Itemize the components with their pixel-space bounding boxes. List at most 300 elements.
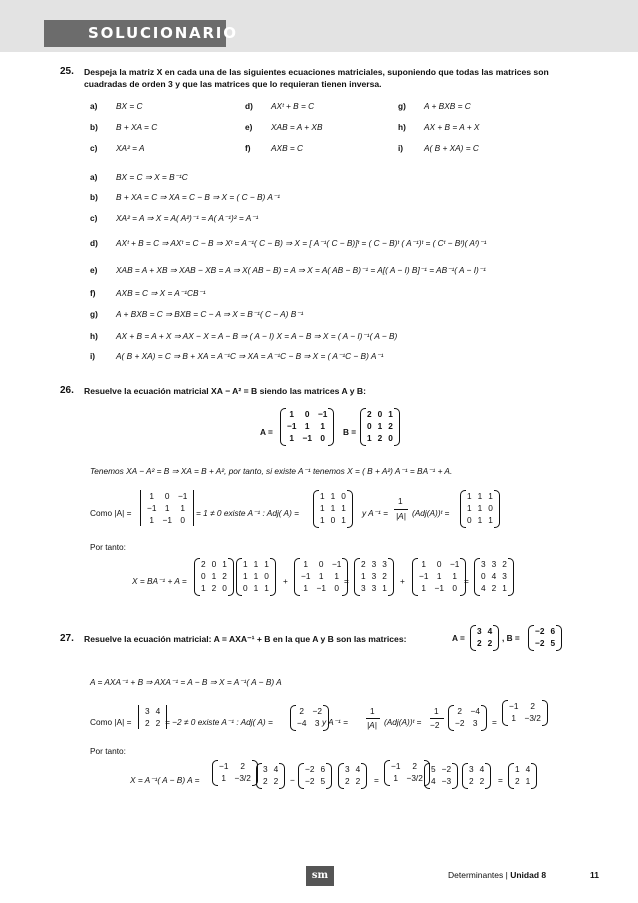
matrix-cell: −1 xyxy=(391,761,401,771)
matrix-cell: 0 xyxy=(467,515,472,525)
matrix-cell: 1 xyxy=(149,491,155,501)
matrix-cell: 1 xyxy=(361,571,366,581)
answer-label: d) xyxy=(90,238,98,248)
det-a-matrix xyxy=(140,490,194,526)
right-bracket xyxy=(193,490,194,526)
matrix-cell: 3 xyxy=(263,764,268,774)
question-text: XAB = A + XB xyxy=(271,122,323,132)
matrix-cell: 0 xyxy=(222,583,227,593)
answer-text: A( B + XA) = C ⇒ B + XA = A⁻¹C ⇒ XA = A⁻¹C − B ⇒ X = ( A⁻¹C − B) A⁻¹ xyxy=(116,351,384,361)
left-bracket xyxy=(360,408,366,446)
matrix-cell: 1 xyxy=(320,421,325,431)
matrix-cell: −1 xyxy=(147,503,157,513)
right-bracket xyxy=(388,558,394,596)
question-label: h) xyxy=(398,122,406,132)
matrix-cell: 0 xyxy=(264,571,269,581)
answer-item xyxy=(90,238,486,248)
matrix-cell: 0 xyxy=(180,515,185,525)
matrix-cell: 2 xyxy=(502,559,507,569)
matrix-cell: 5 xyxy=(320,776,326,786)
ex26-final-lhs: X = BA⁻¹ + A = xyxy=(132,576,187,586)
ex27-final-diff xyxy=(424,763,458,787)
answer-item xyxy=(90,265,486,275)
matrix-cell: 1 xyxy=(477,491,483,501)
left-bracket xyxy=(508,763,514,789)
matrix-a-label: A = xyxy=(260,427,273,437)
ex26-como-prefix: Como |A| = xyxy=(90,508,132,518)
plus-sign: + xyxy=(283,576,288,586)
ex27-b-label: , B = xyxy=(502,633,520,643)
final-result-matrix xyxy=(474,558,514,594)
eq-sign-1: = xyxy=(344,576,349,586)
matrix-cell: 2 xyxy=(240,761,245,771)
left-bracket xyxy=(384,760,390,786)
footer-section-name: Determinantes xyxy=(448,870,504,880)
matrix-cell: 2 xyxy=(388,421,393,431)
matrix-cell: 1 xyxy=(488,515,493,525)
matrix-cell: 1 xyxy=(330,503,336,513)
question-label: d) xyxy=(245,101,253,111)
matrix-cell: 3 xyxy=(314,718,320,728)
question-label: b) xyxy=(90,122,98,132)
matrix-cell: 2 xyxy=(469,776,474,786)
matrix-cell: 0 xyxy=(436,559,442,569)
question-text: AX + B = A + X xyxy=(424,122,480,132)
right-bracket xyxy=(494,490,500,528)
matrix-cell: 2 xyxy=(412,761,417,771)
final-prod-matrix xyxy=(354,558,394,594)
exercise-25-number: 25. xyxy=(60,66,74,77)
matrix-cell: 4 xyxy=(273,764,279,774)
left-bracket xyxy=(462,763,468,789)
left-bracket xyxy=(502,700,508,726)
matrix-cell: 2 xyxy=(145,718,150,728)
matrix-cell: 4 xyxy=(155,706,161,716)
exercise-25-statement: Despeja la matriz X en cada una de las siguientes ecuaciones matriciales, suponiendo que todas las matrices son cuadradas de orden 3 y que las matrices que lo requieran tienen inversa. xyxy=(84,67,549,89)
question-label: e) xyxy=(245,122,253,132)
matrix-cell: 1 xyxy=(264,559,269,569)
matrix-cell: 1 xyxy=(334,571,339,581)
matrix-cell: −1 xyxy=(302,433,312,443)
matrix-b xyxy=(360,408,400,444)
question-item xyxy=(245,101,314,111)
matrix-cell: 1 xyxy=(222,559,227,569)
ex27-como-prefix: Como |A| = xyxy=(90,717,132,727)
footer-section: Determinantes | Unidad 8 xyxy=(448,870,547,880)
matrix-cell: −2 xyxy=(441,764,452,774)
right-bracket xyxy=(493,625,499,651)
ex27-scaled-matrix xyxy=(448,705,487,729)
answer-text: AX + B = A + X ⇒ AX − X = A − B ⇒ ( A − I) X = A − B ⇒ X = ( A − I)⁻¹( A − B) xyxy=(116,331,398,341)
right-bracket xyxy=(328,408,334,446)
right-bracket xyxy=(531,763,537,789)
matrix-cell: −1 xyxy=(331,559,342,569)
question-label: g) xyxy=(398,101,406,111)
right-bracket xyxy=(485,763,491,789)
ex26-como-y: y A⁻¹ = xyxy=(362,508,388,518)
answer-label: e) xyxy=(90,265,98,275)
matrix-cell: −2 xyxy=(305,764,315,774)
ex27-matrix-b xyxy=(528,625,562,649)
matrix-cell: 2 xyxy=(491,583,497,593)
answer-text: BX = C ⇒ X = B⁻¹C xyxy=(116,172,188,182)
matrix-a xyxy=(280,408,334,444)
ex27-half-den: −2 xyxy=(430,720,440,730)
right-bracket xyxy=(347,490,353,528)
ex27-final-inv xyxy=(212,760,258,784)
answer-label: g) xyxy=(90,309,98,319)
final-b-matrix xyxy=(194,558,234,594)
plus-sign-2: + xyxy=(400,576,405,586)
question-item xyxy=(90,143,145,153)
matrix-cell: −2 xyxy=(455,718,465,728)
matrix-cell: 1 xyxy=(320,503,325,513)
question-item xyxy=(245,143,303,153)
ex27-como-mid: = −2 ≠ 0 existe A⁻¹ : Adj( A) = xyxy=(165,717,273,727)
matrix-cell: 2 xyxy=(273,776,279,786)
matrix-cell: 2 xyxy=(377,433,383,443)
answer-label: h) xyxy=(90,331,98,341)
ex27-como-y: y A⁻¹ = xyxy=(322,717,348,727)
answer-item xyxy=(90,351,384,361)
matrix-cell: 3 xyxy=(371,559,377,569)
matrix-cell: 2 xyxy=(345,776,350,786)
matrix-cell: 6 xyxy=(320,764,326,774)
final-a-matrix xyxy=(294,558,348,594)
matrix-cell: 1 xyxy=(164,503,170,513)
left-bracket xyxy=(470,625,476,651)
matrix-cell: −3/2 xyxy=(524,713,541,723)
left-bracket xyxy=(280,408,286,446)
matrix-cell: 1 xyxy=(320,491,325,501)
matrix-cell: 0 xyxy=(304,409,310,419)
matrix-cell: −1 xyxy=(434,583,444,593)
ex27-adj-t: (Adj(A))ᵗ = xyxy=(384,717,422,727)
ex27-portanto: Por tanto: xyxy=(90,746,126,756)
right-bracket xyxy=(542,700,548,726)
matrix-cell: 1 xyxy=(488,491,493,501)
matrix-cell: 1 xyxy=(303,583,309,593)
ex27-matrix-a xyxy=(470,625,499,649)
matrix-cell: 3 xyxy=(371,571,377,581)
matrix-cell: 0 xyxy=(488,503,493,513)
matrix-cell: −1 xyxy=(449,559,460,569)
matrix-cell: −4 xyxy=(297,718,307,728)
question-label: i) xyxy=(398,143,404,153)
matrix-cell: 1 xyxy=(515,764,520,774)
ex27-final-b xyxy=(298,763,332,787)
eq-sign-2: = xyxy=(464,576,469,586)
matrix-cell: 5 xyxy=(431,764,436,774)
question-text: XA² = A xyxy=(116,143,145,153)
answer-label: b) xyxy=(90,192,98,202)
matrix-cell: 3 xyxy=(145,706,150,716)
matrix-cell: 2 xyxy=(477,638,482,648)
ex27-final-lhs: X = A⁻¹( A − B) A = xyxy=(130,775,200,785)
matrix-cell: 1 xyxy=(243,559,248,569)
matrix-cell: 1 xyxy=(304,421,310,431)
question-label: a) xyxy=(90,101,98,111)
ex27-a-label: A = xyxy=(452,633,465,643)
matrix-cell: 3 xyxy=(345,764,350,774)
final-inv-matrix xyxy=(236,558,276,594)
frac-numerator: 1 xyxy=(398,496,403,506)
matrix-cell: 0 xyxy=(318,559,324,569)
adj-transpose: (Adj(A))ᵗ = xyxy=(412,508,450,518)
adj-a-matrix xyxy=(313,490,353,526)
matrix-cell: −1 xyxy=(177,491,188,501)
solucionario-banner xyxy=(44,20,238,47)
matrix-cell: 2 xyxy=(299,706,305,716)
right-bracket xyxy=(452,763,458,789)
exercise-26-number: 26. xyxy=(60,385,74,396)
matrix-cell: −1 xyxy=(316,583,326,593)
question-item xyxy=(398,101,471,111)
left-bracket xyxy=(474,558,480,596)
right-bracket xyxy=(228,558,234,596)
page-number: 11 xyxy=(590,870,599,880)
matrix-cell: 2 xyxy=(530,701,535,711)
matrix-cell: 0 xyxy=(388,433,393,443)
matrix-cell: 4 xyxy=(525,764,531,774)
left-bracket xyxy=(354,558,360,596)
matrix-cell: −2 xyxy=(535,626,545,636)
matrix-cell: 0 xyxy=(164,491,170,501)
left-bracket xyxy=(256,763,262,789)
matrix-cell: 2 xyxy=(155,718,161,728)
exercise-27-number: 27. xyxy=(60,633,74,644)
ex27-eq-3: = xyxy=(498,775,503,785)
answer-item xyxy=(90,288,206,298)
matrix-cell: 0 xyxy=(452,583,457,593)
matrix-cell: −4 xyxy=(470,706,480,716)
matrix-cell: 2 xyxy=(361,559,366,569)
matrix-cell: 1 xyxy=(180,503,185,513)
matrix-cell: 1 xyxy=(341,503,346,513)
ex27-frac-bar xyxy=(366,718,380,719)
answer-text: XAB = A + XB ⇒ XAB − XB = A ⇒ X( AB − B) = A ⇒ X = A( AB − B)⁻¹ = A[( A − I) B]⁻¹ = AB⁻¹( A − I)⁻¹ xyxy=(116,265,486,275)
matrix-cell: 1 xyxy=(201,583,206,593)
matrix-cell: 1 xyxy=(511,713,517,723)
question-item xyxy=(90,101,143,111)
question-item xyxy=(245,122,323,132)
matrix-cell: 3 xyxy=(481,559,486,569)
matrix-b-label: B = xyxy=(343,427,357,437)
matrix-cell: 3 xyxy=(502,571,507,581)
matrix-cell: 1 xyxy=(318,571,324,581)
left-bracket xyxy=(290,705,296,731)
right-bracket xyxy=(508,558,514,596)
matrix-cell: 1 xyxy=(320,515,325,525)
ex27-half-num: 1 xyxy=(434,706,439,716)
matrix-cell: 2 xyxy=(382,571,387,581)
question-label: f) xyxy=(245,143,251,153)
matrix-cell: −1 xyxy=(317,409,328,419)
matrix-cell: 1 xyxy=(452,571,457,581)
left-bracket xyxy=(298,763,304,789)
matrix-cell: −2 xyxy=(312,706,322,716)
matrix-cell: 1 xyxy=(253,571,259,581)
question-label: c) xyxy=(90,143,98,153)
ex27-final-a3 xyxy=(462,763,491,787)
left-bracket xyxy=(140,490,141,526)
question-text: B + XA = C xyxy=(116,122,158,132)
sm-logo: sm xyxy=(306,866,334,886)
left-bracket xyxy=(236,558,242,596)
matrix-cell: 0 xyxy=(367,421,372,431)
left-bracket xyxy=(138,705,139,729)
matrix-cell: 6 xyxy=(550,626,556,636)
ex27-final-a xyxy=(256,763,285,787)
matrix-cell: −1 xyxy=(162,515,172,525)
ex27-frac-den: |A| xyxy=(367,720,377,730)
matrix-cell: −3/2 xyxy=(234,773,251,783)
ex27-final-result xyxy=(508,763,537,787)
exercise-26-statement: Resuelve la ecuación matricial XA − A² = B siendo las matrices A y B: xyxy=(84,386,366,396)
matrix-cell: 1 xyxy=(477,503,483,513)
matrix-cell: 1 xyxy=(377,421,383,431)
ex26-portanto: Por tanto: xyxy=(90,542,126,552)
ex26-como-mid: = 1 ≠ 0 existe A⁻¹ : Adj( A) = xyxy=(196,508,300,518)
left-bracket xyxy=(460,490,466,528)
matrix-cell: −2 xyxy=(305,776,315,786)
left-bracket xyxy=(338,763,344,789)
left-bracket xyxy=(313,490,319,528)
matrix-cell: 1 xyxy=(289,409,295,419)
matrix-cell: 3 xyxy=(472,718,478,728)
answer-text: AXᵗ + B = C ⇒ AXᵗ = C − B ⇒ Xᵗ = A⁻¹( C − B) ⇒ X = [ A⁻¹( C − B)]ᵗ = ( C − B)ᵗ ( A⁻¹)ᵗ = ( Cᵗ − Bᵗ)( Aᵗ)⁻¹ xyxy=(116,238,487,248)
matrix-cell: 3 xyxy=(477,626,482,636)
answer-item xyxy=(90,309,303,319)
matrix-cell: 1 xyxy=(253,559,259,569)
right-bracket xyxy=(481,705,487,731)
matrix-cell: 1 xyxy=(421,583,427,593)
matrix-cell: −3/2 xyxy=(406,773,423,783)
question-text: A( B + XA) = C xyxy=(424,143,479,153)
matrix-cell: 1 xyxy=(525,776,531,786)
left-bracket xyxy=(194,558,200,596)
matrix-cell: 3 xyxy=(491,559,497,569)
left-bracket xyxy=(412,558,418,596)
left-bracket xyxy=(294,558,300,596)
question-text: A + BXB = C xyxy=(424,101,471,111)
answer-item xyxy=(90,213,258,223)
matrix-cell: 1 xyxy=(436,571,442,581)
matrix-cell: 4 xyxy=(491,571,497,581)
matrix-cell: 1 xyxy=(303,559,309,569)
question-text: AXB = C xyxy=(271,143,304,153)
right-bracket xyxy=(556,625,562,651)
matrix-cell: 1 xyxy=(149,515,155,525)
ex27-final-a2 xyxy=(338,763,367,787)
matrix-cell: 0 xyxy=(377,409,383,419)
matrix-cell: 2 xyxy=(479,776,485,786)
matrix-cell: 1 xyxy=(388,409,393,419)
frac-bar xyxy=(394,509,408,510)
matrix-cell: 1 xyxy=(289,433,295,443)
matrix-cell: 4 xyxy=(481,583,486,593)
matrix-cell: 4 xyxy=(487,626,493,636)
answer-label: f) xyxy=(90,288,96,298)
answer-label: a) xyxy=(90,172,98,182)
matrix-cell: 1 xyxy=(330,491,336,501)
ex27-final-inv2 xyxy=(384,760,430,784)
matrix-cell: 2 xyxy=(201,559,206,569)
matrix-cell: 2 xyxy=(211,583,217,593)
matrix-cell: 1 xyxy=(467,491,472,501)
ex27-det-matrix xyxy=(138,705,167,729)
matrix-cell: 2 xyxy=(355,776,361,786)
matrix-cell: 2 xyxy=(263,776,268,786)
banner-title: SOLUCIONARIO xyxy=(88,24,238,42)
answer-label: i) xyxy=(90,351,96,361)
question-text: BX = C xyxy=(116,101,143,111)
ex27-eq-2: = xyxy=(374,775,379,785)
left-bracket xyxy=(212,760,218,786)
matrix-cell: 0 xyxy=(201,571,206,581)
matrix-cell: 1 xyxy=(467,503,472,513)
matrix-cell: 1 xyxy=(477,515,483,525)
ex27-derivation: A = AXA⁻¹ + B ⇒ AXA⁻¹ = A − B ⇒ X = A⁻¹( A − B) A xyxy=(90,677,282,687)
right-bracket xyxy=(279,763,285,789)
left-bracket xyxy=(528,625,534,651)
matrix-cell: 0 xyxy=(243,583,248,593)
matrix-cell: −1 xyxy=(509,701,519,711)
ex27-minus: − xyxy=(290,775,295,785)
matrix-cell: 4 xyxy=(479,764,485,774)
matrix-cell: −1 xyxy=(219,761,229,771)
matrix-cell: 1 xyxy=(393,773,399,783)
answer-text: XA² = A ⇒ X = A( A²)⁻¹ = A( A⁻¹)² = A⁻¹ xyxy=(116,213,259,223)
right-bracket xyxy=(361,763,367,789)
matrix-cell: −1 xyxy=(419,571,429,581)
matrix-cell: 1 xyxy=(382,583,387,593)
matrix-cell: 5 xyxy=(550,638,556,648)
matrix-cell: 0 xyxy=(481,571,486,581)
matrix-cell: 3 xyxy=(382,559,387,569)
matrix-cell: 4 xyxy=(431,776,436,786)
matrix-cell: 0 xyxy=(320,433,325,443)
matrix-cell: 1 xyxy=(243,571,248,581)
matrix-cell: 4 xyxy=(355,764,361,774)
ex26-tenemos: Tenemos XA − A² = B ⇒ XA = B + A², por tanto, si existe A⁻¹ tenemos X = ( B + A²) A⁻¹ = BA⁻¹ + A. xyxy=(90,466,453,476)
matrix-cell: −1 xyxy=(287,421,297,431)
answer-text: AXB = C ⇒ X = A⁻¹CB⁻¹ xyxy=(116,288,206,298)
matrix-cell: 1 xyxy=(253,583,259,593)
question-text: AXᵗ + B = C xyxy=(271,101,315,111)
matrix-cell: 1 xyxy=(211,571,217,581)
matrix-cell: −2 xyxy=(535,638,545,648)
answer-item xyxy=(90,172,188,182)
right-bracket xyxy=(394,408,400,446)
matrix-cell: 1 xyxy=(341,515,346,525)
inverse-a-matrix xyxy=(460,490,500,526)
matrix-cell: 0 xyxy=(334,583,339,593)
right-bracket xyxy=(326,763,332,789)
left-bracket xyxy=(448,705,454,731)
matrix-cell: 2 xyxy=(457,706,463,716)
matrix-cell: 3 xyxy=(361,583,366,593)
right-bracket xyxy=(270,558,276,596)
matrix-cell: 2 xyxy=(367,409,372,419)
matrix-cell: 1 xyxy=(502,583,507,593)
answer-item xyxy=(90,192,280,202)
answer-text: B + XA = C ⇒ XA = C − B ⇒ X = ( C − B) A⁻¹ xyxy=(116,192,280,202)
question-item xyxy=(398,143,479,153)
matrix-cell: 1 xyxy=(221,773,227,783)
ex27-eq-1: = xyxy=(492,717,497,727)
matrix-cell: −3 xyxy=(441,776,452,786)
